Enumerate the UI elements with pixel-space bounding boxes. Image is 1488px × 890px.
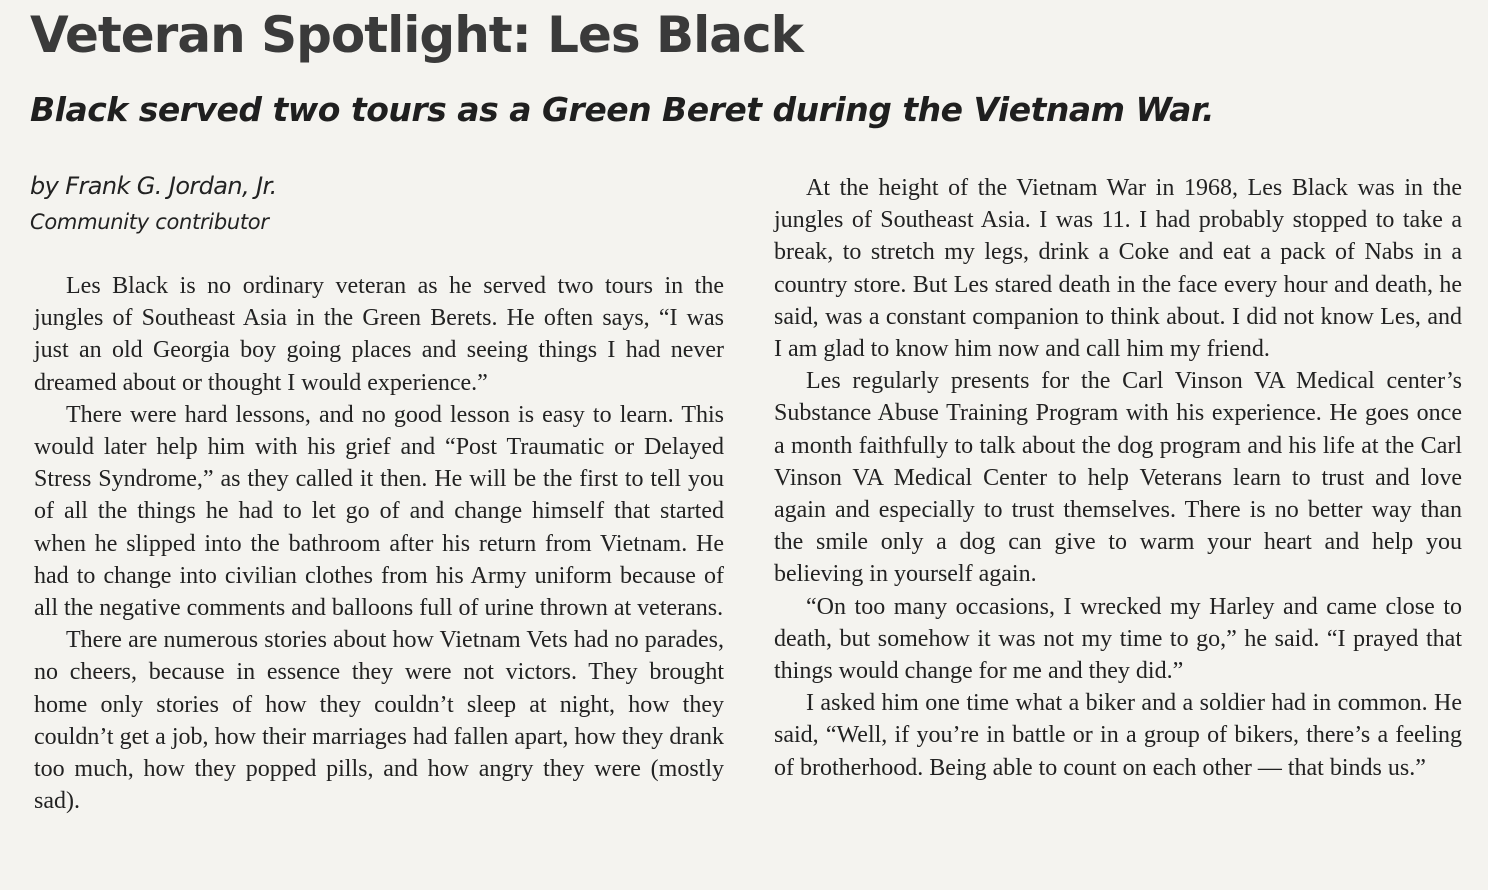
article-headline: Veteran Spotlight: Les Black (30, 6, 803, 64)
byline-role: Community contributor (30, 210, 269, 234)
paragraph: At the height of the Vietnam War in 1968, Les Black was in the jungles of Southeast Asia. I was 11. I had probably stopped to take a break, to stretch my legs, drink a Coke and eat a pack of Nabs in a country store. But Les stared death in the face every hour and death, he said, was a constant companion to think about. I did not know Les, and I am glad to know him now and call him my friend. (774, 175, 1462, 363)
paragraph: There were hard lessons, and no good lesson is easy to learn. This would later help him with his grief and “Post Traumatic or Delayed Stress Syndrome,” as they called it then. He will be the first to tell you of all the things he had to let go of and change himself that started when he slipped into the bathroom after his return from Vietnam. He had to change into civilian clothes from his Army uniform because of all the negative comments and balloons full of urine thrown at veterans. (34, 401, 724, 622)
paragraph: Les regularly presents for the Carl Vinson VA Medical center’s Substance Abuse Training Program with his experience. He goes once a month faithfully to talk about the dog program and his life at the Carl Vinson VA Medical Center to help Veterans learn to trust and love again and especially to trust themselves. There is no better way than the smile only a dog can give to warm your heart and help you believing in yourself again. (774, 368, 1462, 588)
paragraph: I asked him one time what a biker and a soldier had in common. He said, “Well, if you’re in battle or in a group of bikers, there’s a feeling of brotherhood. Being able to count on each other — that binds us.” (774, 690, 1462, 781)
right-column (774, 172, 1462, 784)
byline-author: by Frank G. Jordan, Jr. (30, 172, 277, 200)
paragraph: “On too many occasions, I wrecked my Harley and came close to death, but somehow it was not my time to go,” he said. “I prayed that things would change for me and they did.” (774, 593, 1462, 685)
article-deck: Black served two tours as a Green Beret during the Vietnam War. (30, 90, 1215, 129)
paragraph: Les Black is no ordinary veteran as he served two tours in the jungles of Southeast Asia in the Green Berets. He often says, “I was just an old Georgia boy going places and seeing things I had never dreamed about or thought I would experience.” (34, 273, 724, 396)
paragraph: There are numerous stories about how Vietnam Vets had no parades, no cheers, because in essence they were not victors. They brought home only stories of how they couldn’t sleep at night, how they couldn’t get a job, how their marriages had fallen apart, how they drank too much, how they popped pills, and how angry they were (mostly sad). (34, 627, 724, 815)
left-column (34, 270, 724, 817)
